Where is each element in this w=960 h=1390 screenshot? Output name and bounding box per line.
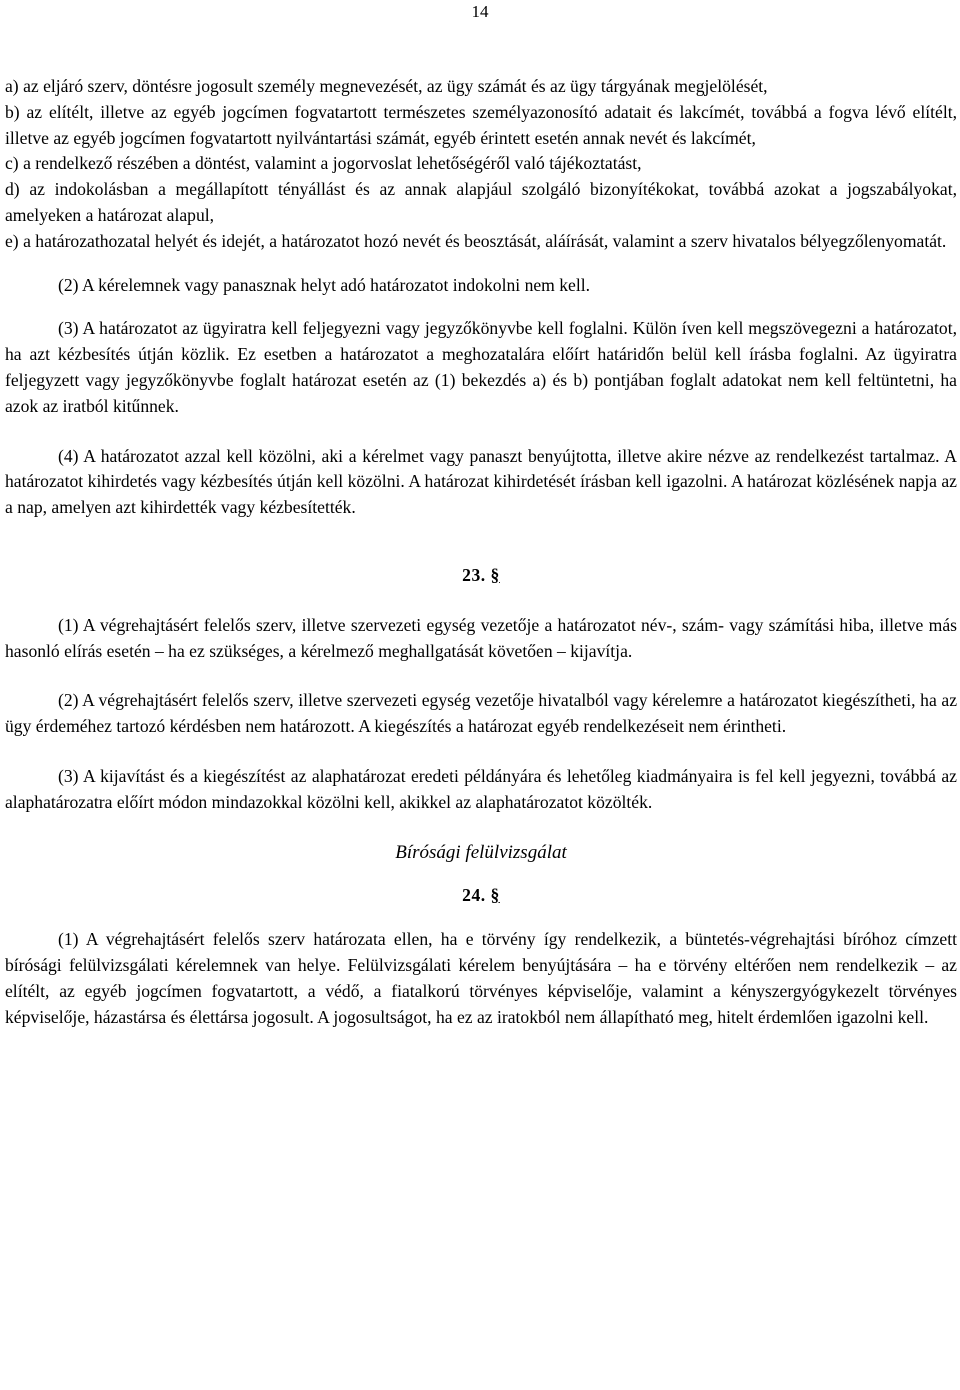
section-symbol: § bbox=[490, 885, 500, 906]
paragraph-24-1: (1) A végrehajtásért felelős szerv határozata ellen, ha e törvény így rendelkezik, a büntetés-végrehajtási bíróhoz címzett bírósági felülvizsgálati kérelemnek van helye. Felülvizsgálati kérelem benyújtására – ha e törvény eltérően nem rendelkezik – az elítélt, az egyéb jogcímen fogvatartott, a védő, a fiatalkorú törvényes képviselője, valamint a kényszergyógykezelt törvényes képviselője, házastársa és élettársa jogosult. A jogosultságot, ha ez az iratokból nem állapítható meg, hitelt érdemlően igazolni kell. bbox=[5, 929, 957, 1027]
spacer bbox=[5, 664, 957, 688]
list-item-c: c) a rendelkező részében a döntést, valamint a jogorvoslat lehetőségéről való tájékoztatást, bbox=[5, 153, 642, 174]
list-item-b: b) az elítélt, illetve az egyéb jogcímen fogvatartott természetes személyazonosító adatait és lakcímét, továbbá a fogva lévő elítélt, illetve az egyéb jogcímen fogvatartott nyilvántartási számát, egyéb érintett esetén annak nevét és lakcímét, bbox=[5, 101, 957, 148]
spacer bbox=[5, 521, 957, 563]
paragraph-22-3: (3) A határozatot az ügyiratra kell feljegyezni vagy jegyzőkönyvbe kell foglalni. Külön íven kell megszövegezni a határozatot, ha azt kézbesítés útján közlik. Ez esetben a határozatot a meghozatalára előírt határidőn belül kell írásba foglalni. Az ügyiratra feljegyzett vagy jegyzőkönyvbe foglalt határozat esetén az (1) bekezdés a) és b) pontjában foglalt adatokat nem kell feltüntetni, ha azok az iratból kitűnnek. bbox=[5, 318, 957, 416]
spacer bbox=[5, 589, 957, 613]
spacer bbox=[5, 298, 957, 316]
spacer bbox=[5, 420, 957, 444]
section-number: 24. bbox=[462, 885, 486, 906]
spacer bbox=[5, 865, 957, 883]
section-heading-24 bbox=[5, 883, 957, 909]
list-item-e: e) a határozathozatal helyét és idejét, a határozatot hozó nevét és beosztását, aláírását, valamint a szerv hivatalos bélyegzőlenyomatát. bbox=[5, 230, 947, 251]
page-number: 14 bbox=[471, 2, 489, 21]
spacer bbox=[5, 909, 957, 927]
subheading: Bírósági felülvizsgálat bbox=[395, 841, 567, 863]
paragraph-23-1: (1) A végrehajtásért felelős szerv, illetve szervezeti egység vezetője a határozatot név-, szám- vagy számítási hiba, illetve más hasonló elírás esetén – ha ez szükséges, a kérelmező meghallgatását követően – kijavítja. bbox=[5, 614, 957, 661]
paragraph-23-3: (3) A kijavítást és a kiegészítést az alaphatározat eredeti példányára és lehetőleg kiadmányaira is fel kell jegyezni, továbbá az alaphatározatra előírt módon mindazokkal közölni kell, akikkel az alaphatározatot közölték. bbox=[5, 765, 957, 812]
paragraph-23-2: (2) A végrehajtásért felelős szerv, illetve szervezeti egység vezetője hivatalból vagy kérelemre a határozatot kiegészítheti, ha az ügy érdeméhez tartozó kérdésben nem határozott. A kiegészítés a határozat egyéb rendelkezéseit nem érintheti. bbox=[5, 690, 957, 737]
list-item-d: d) az indokolásban a megállapított tényállást és az annak alapjául szolgáló bizonyítékokat, továbbá azokat a jogszabályokat, amelyeken a határozat alapul, bbox=[5, 179, 957, 225]
list-item-a: a) az eljáró szerv, döntésre jogosult személy megnevezését, az ügy számát és az ügy tárgyának megjelölését, bbox=[5, 76, 768, 96]
paragraph-22-2: (2) A kérelemnek vagy panasznak helyt adó határozatot indokolni nem kell. bbox=[58, 274, 591, 295]
section-heading-23 bbox=[5, 563, 957, 589]
section-symbol: § bbox=[490, 564, 500, 585]
paragraph-22-4: (4) A határozatot azzal kell közölni, aki a kérelmet vagy panaszt benyújtotta, illetve akire nézve az rendelkezést tartalmaz. A határozatot kihirdetés vagy kézbesítés útján kell közölni. A határozat kihirdetését írásban kell igazolni. A határozat közlésének napja az a nap, amelyen azt kihirdették vagy kézbesítették. bbox=[5, 445, 957, 518]
spacer bbox=[5, 255, 957, 273]
spacer bbox=[5, 816, 957, 840]
document-body bbox=[5, 74, 957, 1030]
spacer bbox=[5, 740, 957, 764]
section-number: 23. bbox=[462, 564, 486, 585]
